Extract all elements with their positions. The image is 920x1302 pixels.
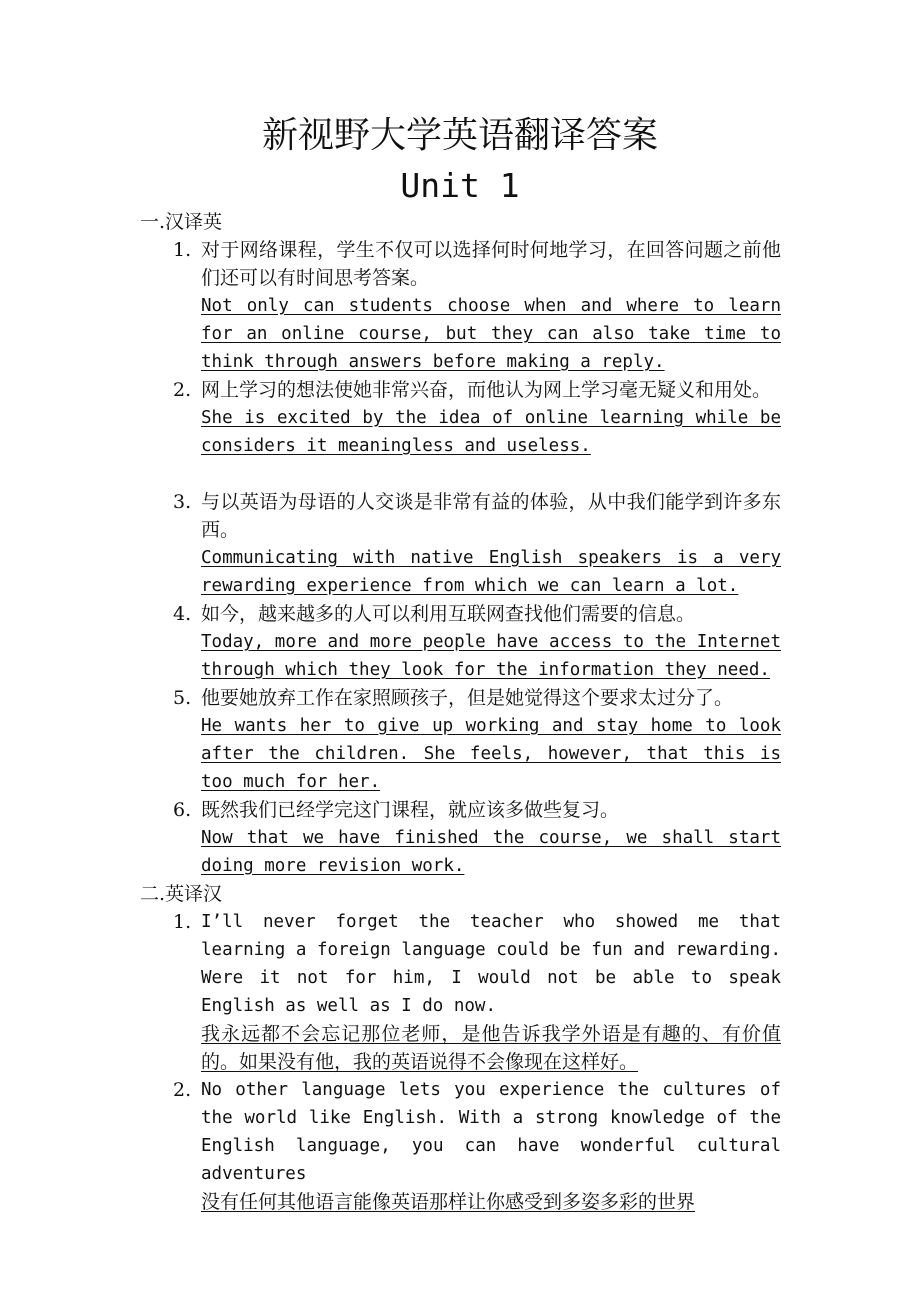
item-number: 5. xyxy=(173,687,192,709)
english-answer: Communicating with native English speakers is a very rewarding experience from which we can learn a lot. xyxy=(201,548,781,596)
section1-item xyxy=(0,796,920,880)
unit-title: Unit 1 xyxy=(400,166,520,205)
item-number: 1. xyxy=(173,911,192,933)
section1-item xyxy=(0,600,920,684)
section-heading-cn-to-en: 一.汉译英 xyxy=(140,211,223,233)
chinese-answer: 没有任何其他语言能像英语那样让你感受到多姿多彩的世界 xyxy=(201,1191,696,1213)
document-title: 新视野大学英语翻译答案 xyxy=(261,115,658,156)
english-question: No other language lets you experience the cultures of the world like English. With a strong knowledge of the English language, you can have wonderful cultural adventures xyxy=(201,1080,781,1184)
chinese-question: 网上学习的想法使她非常兴奋，而他认为网上学习毫无疑义和用处。 xyxy=(201,379,772,401)
section2-item xyxy=(0,1076,920,1216)
chinese-question: 如今，越来越多的人可以利用互联网查找他们需要的信息。 xyxy=(201,603,696,625)
chinese-question: 与以英语为母语的人交谈是非常有益的体验，从中我们能学到许多东西。 xyxy=(201,491,781,541)
item-number: 1. xyxy=(173,239,192,261)
english-answer: Now that we have finished the course, we shall start doing more revision work. xyxy=(201,828,781,876)
chinese-answer: 我永远都不会忘记那位老师，是他告诉我学外语是有趣的、有价值的。如果没有他，我的英语说得不会像现在这样好。 xyxy=(201,1023,781,1073)
english-answer: He wants her to give up working and stay home to look after the children. She feels, however, that this is too much for her. xyxy=(201,716,781,792)
item-number: 2. xyxy=(173,379,192,401)
chinese-question: 对于网络课程，学生不仅可以选择何时何地学习，在回答问题之前他们还可以有时间思考答案。 xyxy=(201,239,781,289)
chinese-question: 既然我们已经学完这门课程，就应该多做些复习。 xyxy=(201,799,620,821)
item-number: 4. xyxy=(173,603,192,625)
section1-item xyxy=(0,684,920,796)
item-number: 6. xyxy=(173,799,192,821)
english-question: I’ll never forget the teacher who showed me that learning a foreign language could be fun and rewarding. Were it not for him, I would not be able to speak English as well as I do now. xyxy=(201,912,781,1016)
section-heading-en-to-cn: 二.英译汉 xyxy=(140,883,223,905)
item-number: 3. xyxy=(173,491,192,513)
english-answer: She is excited by the idea of online learning while be considers it meaningless and useless. xyxy=(201,408,781,456)
section1-item xyxy=(0,376,920,460)
english-answer: Not only can students choose when and where to learn for an online course, but they can also take time to think through answers before making a reply. xyxy=(201,296,781,372)
section2-item xyxy=(0,908,920,1076)
section1-item xyxy=(0,488,920,600)
item-number: 2. xyxy=(173,1079,192,1101)
section1-item xyxy=(0,236,920,376)
english-answer: Today, more and more people have access to the Internet through which they look for the information they need. xyxy=(201,632,781,680)
chinese-question: 他要她放弃工作在家照顾孩子，但是她觉得这个要求太过分了。 xyxy=(201,687,734,709)
